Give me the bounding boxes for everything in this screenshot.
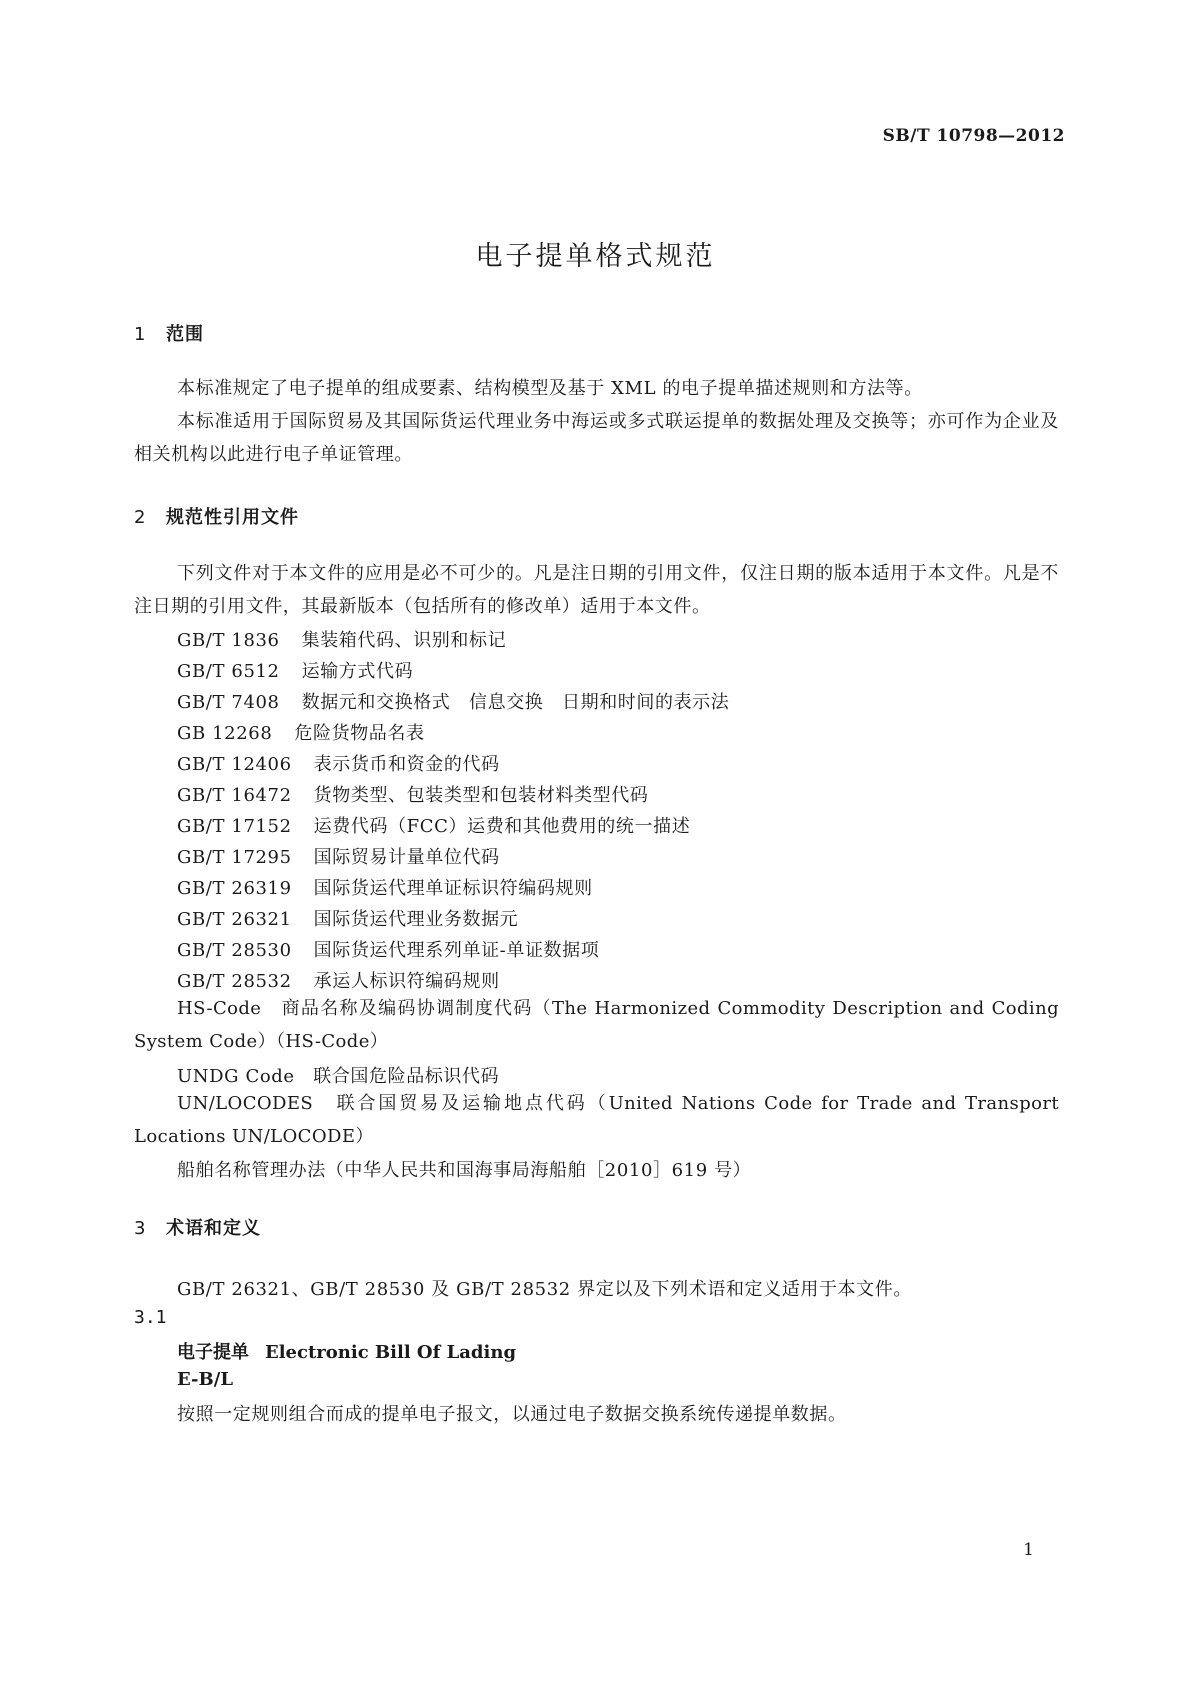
reference-hs-code: HS-Code 商品名称及编码协调制度代码（The Harmonized Commodity Description and Coding System Code）（HS-Code）	[134, 998, 1059, 1052]
term-number: 3.1	[134, 1307, 167, 1328]
standard-code: SB/T 10798—2012	[882, 126, 1065, 146]
term-title	[177, 1338, 516, 1364]
term-en: Electronic Bill Of Lading	[265, 1342, 517, 1363]
reference-title: 货物类型、包装类型和包装材料类型代码	[313, 785, 649, 806]
term-cn: 电子提单	[177, 1342, 249, 1363]
reference-ship-name: 船舶名称管理办法（中华人民共和国海事局海船舶［2010］619 号）	[177, 1160, 752, 1181]
reference-title: 危险货物品名表	[294, 723, 425, 744]
term-definition: 按照一定规则组合而成的提单电子报文，以通过电子数据交换系统传递提单数据。	[177, 1404, 847, 1425]
reference-title: 国际货运代理业务数据元	[313, 909, 519, 930]
reference-item	[177, 781, 648, 807]
section-title: 规范性引用文件	[166, 507, 299, 528]
reference-code: GB/T 28532	[177, 971, 292, 992]
section-1-heading	[134, 320, 204, 346]
reference-item	[177, 905, 518, 931]
reference-item	[177, 936, 599, 962]
reference-title: 国际货运代理单证标识符编码规则	[313, 878, 593, 899]
reference-item	[177, 874, 593, 900]
document-title: 电子提单格式规范	[475, 241, 716, 272]
reference-item	[177, 843, 500, 869]
reference-title: 数据元和交换格式 信息交换 日期和时间的表示法	[301, 692, 730, 713]
reference-item	[177, 967, 500, 993]
section-2-heading	[134, 503, 299, 529]
reference-code: GB/T 26319	[177, 878, 292, 899]
section-number: 1	[134, 324, 147, 345]
reference-item	[177, 657, 413, 683]
reference-item	[177, 812, 690, 838]
reference-code: GB/T 12406	[177, 754, 292, 775]
section-number: 3	[134, 1218, 147, 1239]
reference-undg: UNDG Code 联合国危险品标识代码	[177, 1066, 500, 1087]
section-title: 范围	[166, 324, 204, 345]
reference-title: 集装箱代码、识别和标记	[301, 630, 507, 651]
reference-code: GB 12268	[177, 723, 273, 744]
reference-unlocode: UN/LOCODES 联合国贸易及运输地点代码（United Nations Code for Trade and Transport Locations UN/LOCODE）	[134, 1093, 1059, 1147]
scope-paragraph-2: 本标准适用于国际贸易及其国际货运代理业务中海运或多式联运提单的数据处理及交换等；亦可作为企业及相关机构以此进行电子单证管理。	[134, 411, 1059, 465]
reference-code: GB/T 7408	[177, 692, 280, 713]
section-title: 术语和定义	[166, 1218, 261, 1239]
reference-code: GB/T 17152	[177, 816, 292, 837]
reference-title: 表示货币和资金的代码	[313, 754, 500, 775]
reference-item	[177, 688, 729, 714]
reference-title: 国际货运代理系列单证-单证数据项	[313, 940, 600, 961]
term-abbr-text: E-B/L	[177, 1369, 233, 1390]
reference-title: 运输方式代码	[301, 661, 414, 682]
references-intro: 下列文件对于本文件的应用是必不可少的。凡是注日期的引用文件，仅注日期的版本适用于本文件。凡是不注日期的引用文件，其最新版本（包括所有的修改单）适用于本文件。	[134, 563, 1059, 617]
term-abbreviation	[177, 1369, 233, 1390]
section-number: 2	[134, 507, 147, 528]
reference-item	[177, 626, 506, 652]
reference-code: GB/T 26321	[177, 909, 292, 930]
reference-title: 国际贸易计量单位代码	[313, 847, 500, 868]
reference-code: GB/T 1836	[177, 630, 280, 651]
reference-item	[177, 750, 500, 776]
reference-code: GB/T 28530	[177, 940, 292, 961]
section-3-heading	[134, 1214, 261, 1240]
reference-title: 承运人标识符编码规则	[313, 971, 500, 992]
page-number: 1	[1023, 1540, 1034, 1560]
reference-item	[177, 719, 425, 745]
reference-title: 运费代码（FCC）运费和其他费用的统一描述	[313, 816, 691, 837]
reference-code: GB/T 6512	[177, 661, 280, 682]
reference-code: GB/T 16472	[177, 785, 292, 806]
scope-paragraph-1: 本标准规定了电子提单的组成要素、结构模型及基于 XML 的电子提单描述规则和方法等。	[177, 378, 923, 399]
reference-code: GB/T 17295	[177, 847, 292, 868]
terms-intro: GB/T 26321、GB/T 28530 及 GB/T 28532 界定以及下列术语和定义适用于本文件。	[177, 1279, 912, 1300]
